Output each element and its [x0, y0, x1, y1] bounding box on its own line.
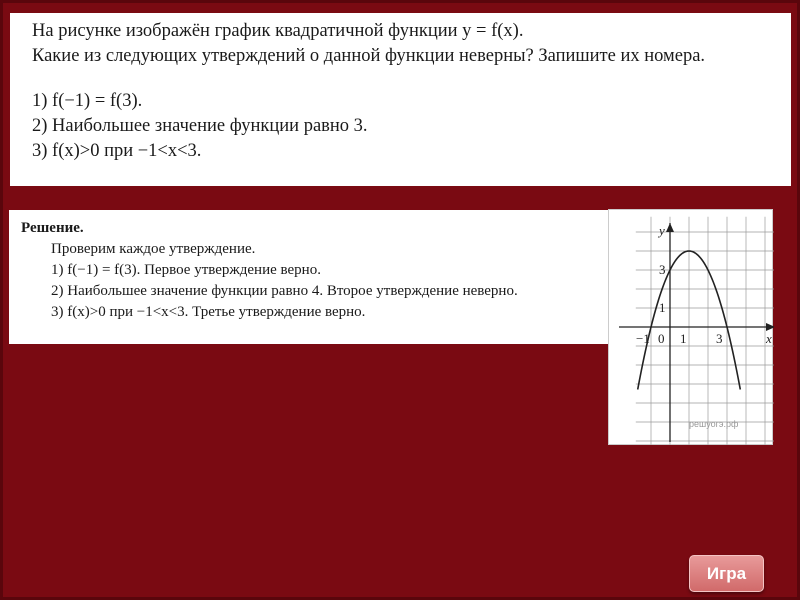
game-button[interactable]: Игра — [689, 555, 764, 592]
x-tick-minus-1: −1 — [636, 331, 650, 346]
task-line-2: Какие из следующих утверждений о данной функции неверны? Запишите их номера. — [32, 46, 706, 66]
y-axis-label: y — [659, 223, 665, 238]
watermark: решуогэ.рф — [689, 419, 739, 429]
x-axis-label: x — [766, 331, 772, 346]
y-tick-1: 1 — [659, 300, 666, 315]
graph-svg — [609, 210, 774, 446]
task-statement-2: 2) Наибольшее значение функции равно 3. — [32, 116, 368, 136]
function-graph — [608, 209, 773, 445]
task-statement-1: 1) f(−1) = f(3). — [32, 91, 143, 111]
y-axis-arrow — [666, 223, 674, 232]
solution-line-1: Проверим каждое утверждение. — [51, 241, 256, 257]
task-statement-3: 3) f(x)>0 при −1<x<3. — [32, 141, 202, 161]
x-axis-arrow — [766, 323, 774, 331]
y-tick-3: 3 — [659, 262, 666, 277]
solution-line-3: 2) Наибольшее значение функции равно 4. Второе утверждение неверно. — [51, 283, 518, 299]
task-line-1: На рисунке изображён график квадратичной функции y = f(x). — [32, 21, 524, 41]
solution-line-4: 3) f(x)>0 при −1<x<3. Третье утверждение верно. — [51, 304, 366, 320]
x-tick-1: 1 — [680, 331, 687, 346]
origin-label: 0 — [658, 331, 665, 346]
solution-heading: Решение. — [21, 220, 84, 236]
solution-line-2: 1) f(−1) = f(3). Первое утверждение верно. — [51, 262, 321, 278]
solution-panel — [9, 210, 621, 344]
graph-grid — [636, 217, 774, 445]
task-panel — [10, 13, 791, 186]
x-tick-3: 3 — [716, 331, 723, 346]
